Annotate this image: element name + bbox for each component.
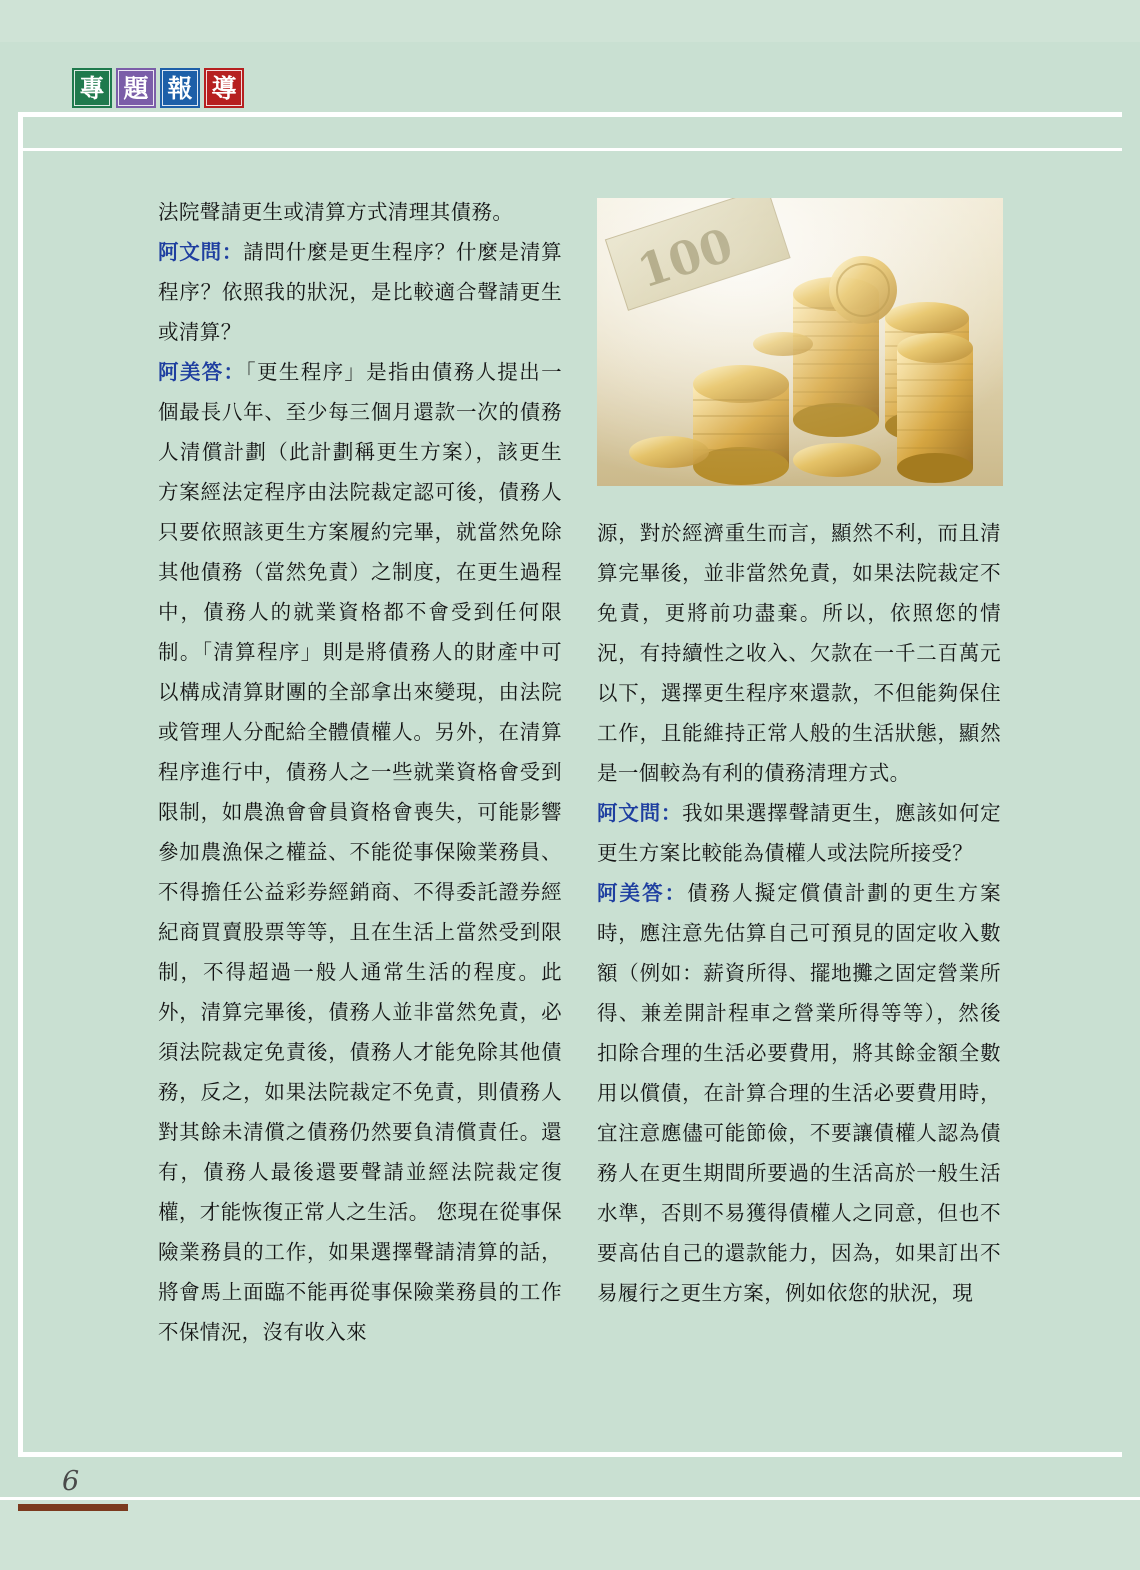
paragraph-answer-1-cont: [597, 513, 1001, 793]
paragraph-answer-2: [597, 873, 1001, 1313]
speaker-label-question-2: 阿文問：: [597, 801, 683, 825]
paragraph-intro: [158, 192, 562, 232]
paragraph-question-1-text: 請問什麼是更生程序？什麼是清算程序？依照我的狀況，是比較適合聲請更生或清算？: [158, 240, 562, 344]
section-title-char-1-text: 專: [74, 70, 110, 106]
coins-photo-illustration: [597, 198, 1003, 486]
section-title-char-3: [160, 68, 200, 108]
paragraph-answer-1-text: 「更生程序」是指由債務人提出一個最長八年、至少每三個月還款一次的債務人清償計劃（此計劃稱更生方案），該更生方案經法定程序由法院裁定認可後，債務人只要依照該更生方案履約完畢，就當然免除其他債務（當然免責）之制度，在更生過程中，債務人的就業資格都不會受到任何限制。「清算程序」則是將債務人的財產中可以構成清算財團的全部拿出來變現，由法院或管理人分配給全體債權人。另外，在清算程序進行中，債務人之一些就業資格會受到限制，如農漁會會員資格會喪失，可能影響參加農漁保之權益、不能從事保險業務員、不得擔任公益彩券經銷商、不得委託證券經紀商買賣股票等等，且在生活上當然受到限制，不得超過一般人通常生活的程度。此外，清算完畢後，債務人並非當然免責，必須法院裁定免責後，債務人才能免除其他債務，反之，如果法院裁定不免責，則債務人對其餘未清償之債務仍然要負清償責任。還有，債務人最後還要聲請並經法院裁定復權，才能恢復正常人之生活。 您現在從事保險業務員的工作，如果選擇聲請清算的話，將會馬上面臨不能再從事保險業務員的工作不保情況，沒有收入來: [158, 360, 563, 1344]
section-title-char-2: [116, 68, 156, 108]
paragraph-intro-text: 法院聲請更生或清算方式清理其債務。: [158, 200, 514, 224]
left-edge-rule: [18, 112, 23, 1454]
coins-photo: [597, 198, 1003, 486]
bottom-divider: [18, 1452, 1122, 1457]
paragraph-answer-1: [158, 352, 562, 1352]
paragraph-question-1: [158, 232, 562, 352]
header-divider-top: [18, 112, 1122, 117]
section-title-char-1: [72, 68, 112, 108]
svg-text:100: 100: [631, 217, 740, 299]
page-number-rule: [18, 1504, 128, 1511]
bottom-band: [0, 1500, 1140, 1570]
paragraph-answer-2-text: 債務人擬定償債計劃的更生方案時，應注意先估算自己可預見的固定收入數額（例如：薪資所得、擺地攤之固定營業所得、兼差開計程車之營業所得等等），然後扣除合理的生活必要費用，將其餘金額全數用以償債，在計算合理的生活必要費用時，宜注意應儘可能節儉，不要讓債權人認為債務人在更生期間所要過的生活高於一般生活水準，否則不易獲得債權人之同意，但也不要高估自己的還款能力，因為，如果訂出不易履行之更生方案，例如依您的狀況，現: [597, 881, 1001, 1305]
article-left-column: [158, 192, 562, 1352]
paragraph-question-2-text: 我如果選擇聲請更生，應該如何定更生方案比較能為債權人或法院所接受？: [597, 801, 1001, 865]
speaker-label-answer-2: 阿美答：: [597, 881, 688, 905]
top-band: [0, 0, 1140, 42]
article-right-column: [597, 513, 1001, 1313]
section-title-char-2-text: 題: [118, 70, 154, 106]
speaker-label-answer-1: 阿美答：: [158, 360, 246, 384]
paragraph-answer-1-cont-text: 源，對於經濟重生而言，顯然不利，而且清算完畢後，並非當然免責，如果法院裁定不免責，更將前功盡棄。所以，依照您的情況，有持續性之收入、欠款在一千二百萬元以下，選擇更生程序來還款，不但能夠保住工作，且能維持正常人般的生活狀態，顯然是一個較為有利的債務清理方式。: [597, 521, 1001, 785]
section-title-char-3-text: 報: [162, 70, 198, 106]
header-divider-bottom: [18, 148, 1122, 151]
page-number: 6: [62, 1466, 80, 1497]
section-title: [72, 68, 244, 108]
paragraph-question-2: [597, 793, 1001, 873]
section-title-char-4: [204, 68, 244, 108]
section-title-char-4-text: 導: [206, 70, 242, 106]
speaker-label-question-1: 阿文問：: [158, 240, 244, 264]
